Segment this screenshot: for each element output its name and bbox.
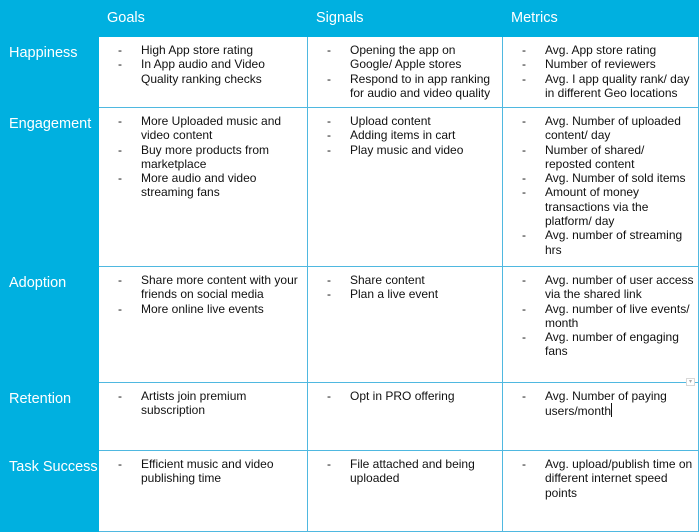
bullet-dash: - — [522, 114, 526, 128]
list-item — [99, 57, 303, 86]
list-item-text: Avg. upload/publish time on different internet speed points — [545, 457, 693, 500]
list-item-text: Number of shared/ reposted content — [545, 142, 645, 171]
list-item-text: More audio and video streaming fans — [141, 171, 257, 200]
list-item — [308, 273, 498, 287]
list-item-text: More Uploaded music and video content — [141, 114, 282, 143]
list-item — [503, 114, 694, 143]
list-item-text: Opt in PRO offering — [350, 389, 455, 403]
list-item — [503, 457, 694, 500]
signals-cell[interactable] — [308, 383, 503, 451]
list-item-text: Buy more products from marketplace — [141, 142, 270, 171]
cell-menu-dropdown-icon[interactable]: ▾ — [686, 378, 695, 386]
header-metrics: Metrics — [503, 1, 699, 37]
list-item — [503, 143, 694, 172]
metrics-list — [503, 43, 694, 100]
bullet-dash: - — [118, 142, 122, 157]
goals-list — [99, 273, 303, 316]
list-item — [503, 57, 694, 71]
list-item-text: Opening the app on Google/ Apple stores — [350, 43, 462, 72]
bullet-dash: - — [522, 142, 526, 157]
list-item — [503, 228, 694, 257]
list-item — [308, 143, 498, 157]
list-item — [503, 302, 694, 331]
list-item-text: Avg. number of engaging fans — [545, 330, 679, 359]
goals-list — [99, 43, 303, 86]
list-item-text: Avg. number of user access via the shared link — [545, 273, 694, 302]
header-signals: Signals — [308, 1, 503, 37]
list-item — [308, 128, 498, 142]
list-item — [308, 43, 498, 72]
signals-cell[interactable] — [308, 267, 503, 383]
row-label: Retention — [1, 383, 99, 451]
bullet-dash: - — [522, 71, 526, 86]
signals-cell[interactable] — [308, 108, 503, 267]
bullet-dash: - — [118, 273, 122, 287]
list-item-text: Avg. Number of sold items — [545, 171, 686, 186]
list-item-text: Avg. Number of uploaded content/ day — [545, 114, 681, 143]
metrics-list — [503, 389, 694, 419]
list-item — [99, 389, 303, 418]
text-cursor — [611, 403, 612, 417]
signals-list — [308, 43, 498, 100]
bullet-dash: - — [522, 301, 526, 316]
list-item — [503, 43, 694, 57]
signals-list — [308, 457, 498, 486]
bullet-dash: - — [327, 142, 331, 157]
row-label: Adoption — [1, 267, 99, 383]
list-item-text: Upload content — [350, 114, 431, 128]
list-item-text: Adding items in cart — [350, 128, 456, 143]
goals-list — [99, 389, 303, 418]
list-item — [99, 273, 303, 302]
list-item-text: Play music and video — [350, 142, 464, 157]
list-item — [308, 457, 498, 486]
list-item-text: Amount of money transactions via the platform/ day — [545, 185, 649, 229]
list-item-text: Number of reviewers — [545, 57, 656, 72]
bullet-dash: - — [522, 171, 526, 186]
bullet-dash: - — [118, 114, 122, 128]
list-item-text: Artists join premium subscription — [141, 389, 247, 418]
list-item-text: Avg. I app quality rank/ day in different Geo locations — [545, 71, 690, 100]
list-item — [99, 43, 303, 57]
bullet-dash: - — [118, 389, 122, 403]
signals-cell[interactable] — [308, 37, 503, 108]
metrics-cell[interactable] — [503, 108, 699, 267]
list-item — [99, 114, 303, 143]
goals-list — [99, 457, 303, 486]
bullet-dash: - — [118, 171, 122, 186]
table-row — [1, 383, 699, 451]
list-item — [308, 287, 498, 301]
bullet-dash: - — [118, 57, 122, 72]
metrics-list — [503, 114, 694, 257]
metrics-list — [503, 457, 694, 500]
header-row — [1, 1, 699, 37]
list-item — [99, 457, 303, 486]
list-item — [99, 302, 303, 316]
signals-list — [308, 114, 498, 157]
goals-cell[interactable] — [99, 383, 308, 451]
metrics-list — [503, 273, 694, 359]
list-item-text: File attached and being uploaded — [350, 457, 475, 486]
goals-list — [99, 114, 303, 200]
list-item — [99, 171, 303, 200]
list-item-text: In App audio and Video Quality ranking checks — [141, 57, 265, 86]
bullet-dash: - — [327, 287, 331, 302]
bullet-dash: - — [118, 457, 122, 471]
table-row — [1, 267, 699, 383]
table-row — [1, 37, 699, 108]
bullet-dash: - — [327, 114, 331, 128]
bullet-dash: - — [522, 57, 526, 72]
list-item — [503, 389, 694, 419]
bullet-dash: - — [327, 273, 331, 287]
bullet-dash: - — [522, 330, 526, 345]
list-item-text: More online live events — [141, 301, 264, 316]
signals-list — [308, 389, 498, 403]
goals-cell[interactable] — [99, 108, 308, 267]
list-item-text: Share content — [350, 273, 425, 287]
bullet-dash: - — [522, 273, 526, 287]
metrics-cell[interactable] — [503, 451, 699, 532]
header-goals: Goals — [99, 1, 308, 37]
bullet-dash: - — [118, 43, 122, 57]
header-corner — [1, 1, 99, 37]
signals-cell[interactable] — [308, 451, 503, 532]
list-item — [308, 114, 498, 128]
list-item-text: High App store rating — [141, 43, 254, 57]
goals-cell[interactable] — [99, 451, 308, 532]
list-item — [503, 185, 694, 228]
bullet-dash: - — [327, 43, 331, 57]
bullet-dash: - — [522, 228, 526, 243]
metrics-cell[interactable] — [503, 267, 699, 383]
list-item — [503, 330, 694, 359]
list-item — [308, 72, 498, 101]
bullet-dash: - — [327, 457, 331, 471]
list-item — [503, 273, 694, 302]
bullet-dash: - — [522, 185, 526, 200]
list-item-text: Avg. number of live events/ month — [545, 301, 690, 330]
row-label: Happiness — [1, 37, 99, 108]
list-item-text: Efficient music and video publishing time — [141, 457, 274, 486]
metrics-cell[interactable] — [503, 383, 699, 451]
list-item — [308, 389, 498, 403]
list-item — [503, 72, 694, 101]
row-label: Engagement — [1, 108, 99, 267]
bullet-dash: - — [522, 457, 526, 471]
goals-cell[interactable] — [99, 37, 308, 108]
list-item-text: Share more content with your friends on social media — [141, 273, 298, 302]
list-item-text: Plan a live event — [350, 287, 439, 302]
table-row — [1, 108, 699, 267]
bullet-dash: - — [327, 389, 331, 403]
signals-list — [308, 273, 498, 302]
list-item — [99, 143, 303, 172]
goals-cell[interactable] — [99, 267, 308, 383]
list-item-text: Avg. App store rating — [545, 43, 657, 57]
row-label: Task Success — [1, 451, 99, 532]
bullet-dash: - — [327, 128, 331, 143]
list-item-text: Avg. Number of paying users/month — [545, 389, 667, 419]
bullet-dash: - — [522, 43, 526, 57]
bullet-dash: - — [327, 71, 331, 86]
metrics-cell[interactable] — [503, 37, 699, 108]
list-item-text: Avg. number of streaming hrs — [545, 228, 683, 257]
bullet-dash: - — [118, 301, 122, 316]
list-item — [503, 171, 694, 185]
list-item-text: Respond to in app ranking for audio and video quality — [350, 71, 491, 100]
table-row — [1, 451, 699, 532]
bullet-dash: - — [522, 389, 526, 403]
